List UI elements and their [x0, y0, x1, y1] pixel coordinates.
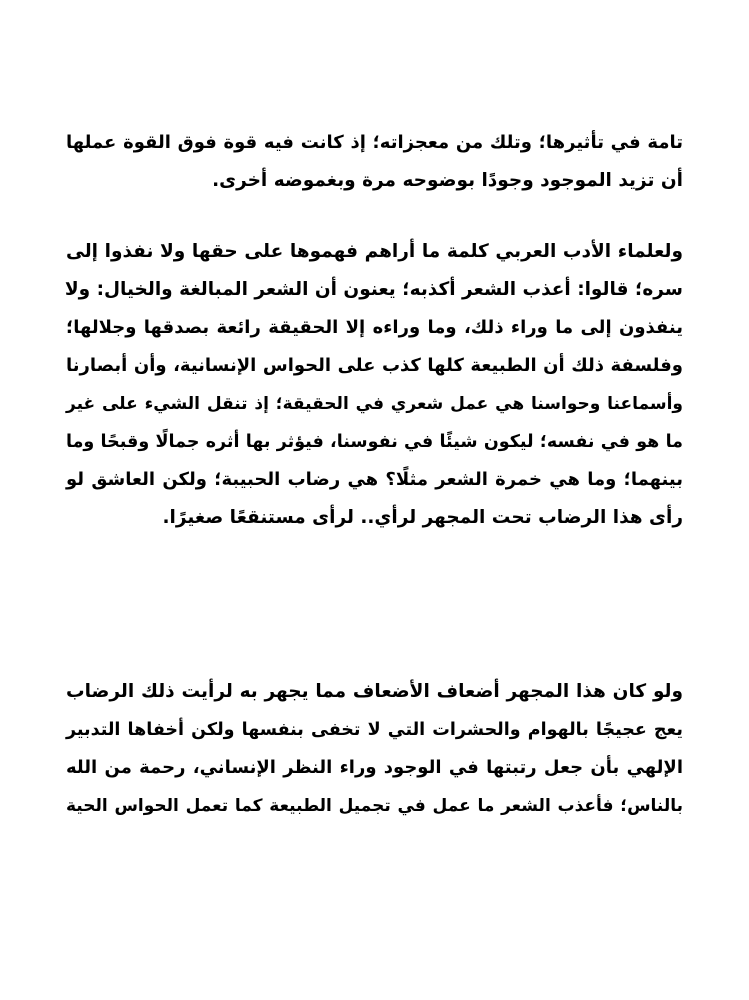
- text-line: وفلسفة ذلك أن الطبيعة كلها كذب على الحواس الإنسانية، وأن أبصارنا: [66, 355, 683, 376]
- paragraph: [66, 124, 683, 200]
- text-line: بالناس؛ فأعذب الشعر ما عمل في تجميل الطبيعة كما تعمل الحواس الحية: [66, 796, 683, 816]
- text-line: ولعلماء الأدب العربي كلمة ما أراهم فهموها على حقها ولا نفذوا إلى: [66, 241, 683, 262]
- text-line: يعج عجيجًا بالهوام والحشرات التي لا تخفى بنفسها ولكن أخفاها التدبير: [66, 720, 683, 740]
- text-line: بينهما؛ وما هي خمرة الشعر مثلًا؟ هي رضاب الحبيبة؛ ولكن العاشق لو: [66, 469, 683, 490]
- text-line: ولو كان هذا المجهر أضعاف الأضعاف مما يجهر به لرأيت ذلك الرضاب: [66, 681, 683, 702]
- text-line: ينفذون إلى ما وراء ذلك، وما وراءه إلا الحقيقة رائعة بصدقها وجلالها؛: [66, 317, 683, 338]
- text-line: ما هو في نفسه؛ ليكون شيئًا في نفوسنا، فيؤثر بها أثره جمالًا وقبحًا وما: [66, 432, 683, 452]
- text-line: تامة في تأثيرها؛ وتلك من معجزاته؛ إذ كانت فيه قوة فوق القوة عملها: [66, 132, 683, 153]
- paragraph: [66, 673, 683, 825]
- text-line: الإلهي بأن جعل رتبتها في الوجود وراء النظر الإنساني، رحمة من الله: [66, 757, 683, 778]
- text-line: أن تزيد الموجود وجودًا بوضوحه مرة وبغموضه أخرى.: [212, 170, 683, 191]
- text-line: رأى هذا الرضاب تحت المجهر لرأي.. لرأى مستنقعًا صغيرًا.: [162, 507, 683, 528]
- paragraph: [66, 233, 683, 537]
- text-line: وأسماعنا وحواسنا هي عمل شعري في الحقيقة؛ إذ تنقل الشيء على غير: [66, 394, 683, 414]
- text-line: سره؛ قالوا: أعذب الشعر أكذبه؛ يعنون أن الشعر المبالغة والخيال: ولا: [64, 279, 683, 300]
